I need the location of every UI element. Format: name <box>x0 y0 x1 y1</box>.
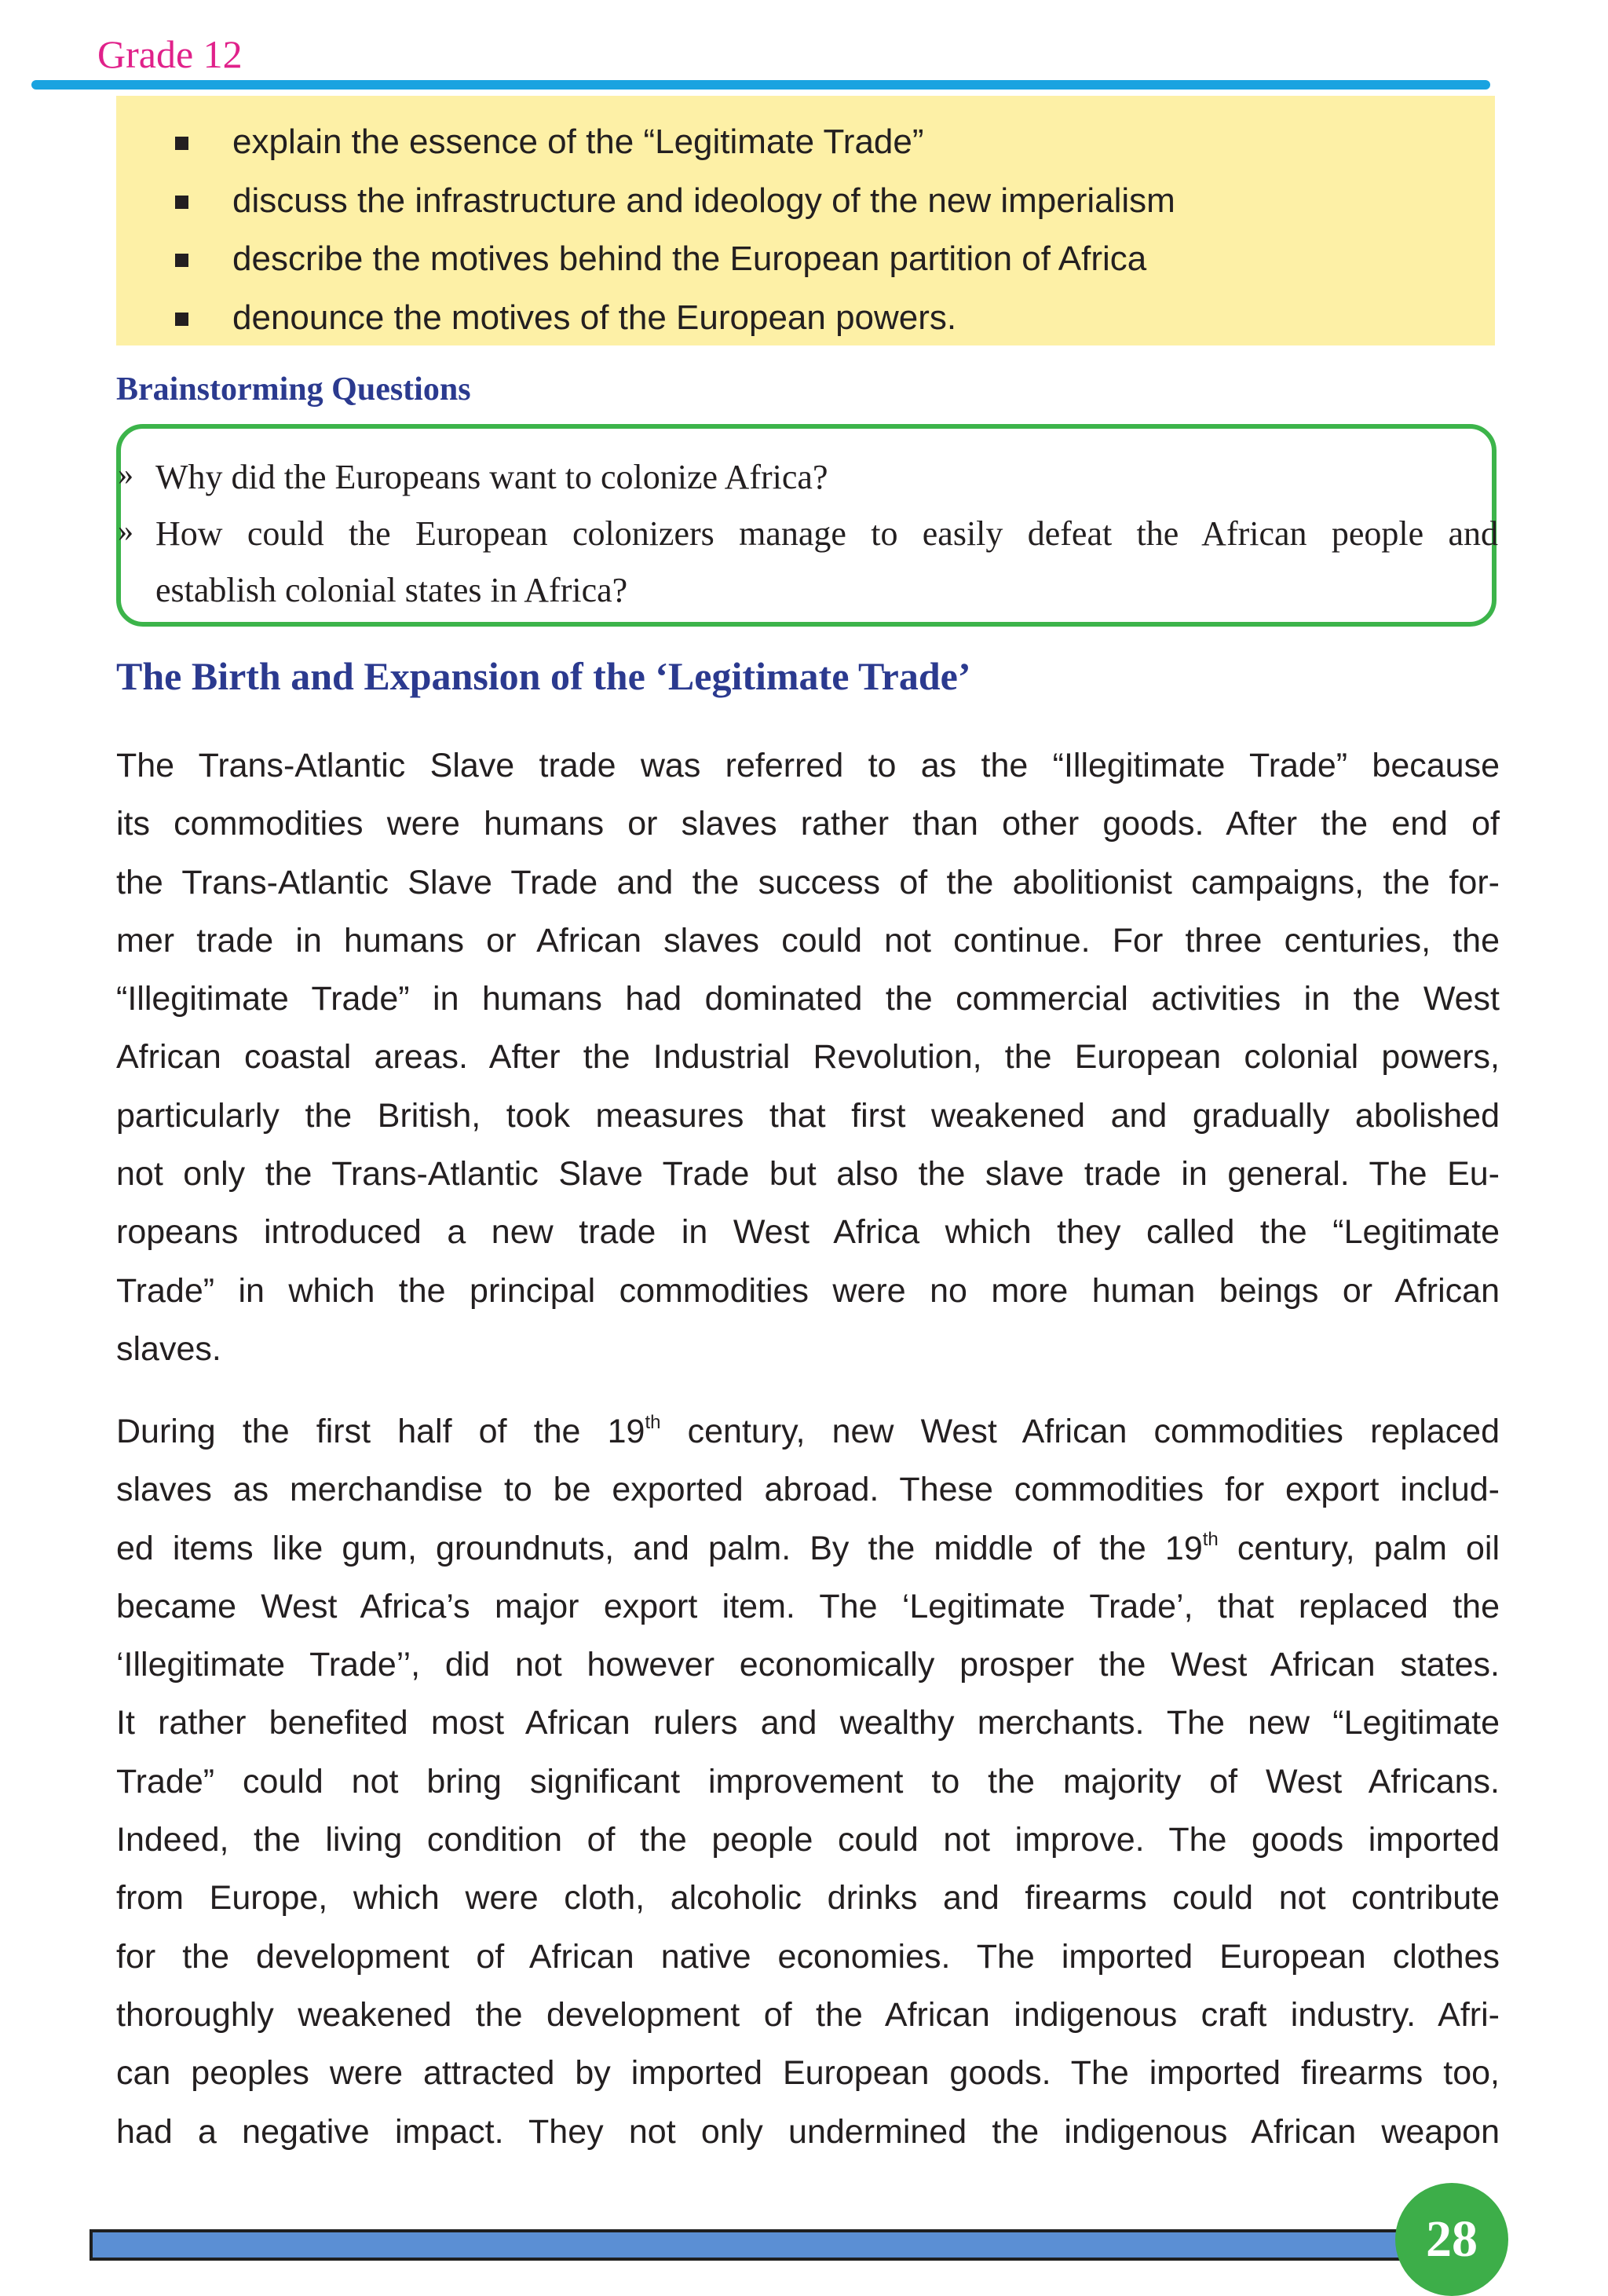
paragraph-line: the Trans-Atlantic Slave Trade and the success of the abolitionist campaigns, the for- <box>116 863 1500 901</box>
paragraph-line: became West Africa’s major export item. The ‘Legitimate Trade’, that replaced the <box>116 1587 1500 1625</box>
text-run: ed items like gum, groundnuts, and palm. By the middle of the 19 <box>116 1529 1203 1567</box>
paragraph-1 <box>116 737 1500 1378</box>
text-run: During the first half of the 19 <box>116 1413 645 1450</box>
paragraph-line: The Trans-Atlantic Slave trade was referred to as the “Illegitimate Trade” because <box>116 747 1500 784</box>
paragraph-line: slaves. <box>116 1329 221 1368</box>
objective-text: describe the motives behind the European partition of Africa <box>232 239 1147 278</box>
paragraph-line <box>116 1402 1500 1461</box>
superscript: th <box>1202 1528 1219 1550</box>
paragraph-line: particularly the British, took measures that first weakened and gradually abolished <box>116 1096 1500 1135</box>
section-title: The Birth and Expansion of the ‘Legitimate Trade’ <box>116 654 971 698</box>
objective-item <box>116 172 1495 231</box>
superscript: th <box>645 1412 661 1433</box>
paragraph-line: slaves as merchandise to be exported abroad. These commodities for export includ- <box>116 1471 1500 1509</box>
paragraph-line: Indeed, the living condition of the people could not improve. The goods imported <box>116 1821 1500 1859</box>
question-marker-icon: » <box>118 513 133 548</box>
paragraph-line: ropeans introduced a new trade in West Africa which they called the “Legitimate <box>116 1213 1500 1252</box>
text-run: century, palm oil <box>1218 1529 1500 1567</box>
question-marker-icon: » <box>118 456 133 492</box>
question-2-line-1: How could the European colonizers manage to easily defeat the African people and <box>155 514 1498 553</box>
text-run: century, new West African commodities replaced <box>660 1413 1500 1450</box>
square-bullet-icon <box>175 137 188 150</box>
paragraph-line: African coastal areas. After the Industrial Revolution, the European colonial powers, <box>116 1038 1500 1077</box>
paragraph-line: Trade” in which the principal commodities were no more human beings or African <box>116 1271 1500 1310</box>
objective-text: explain the essence of the “Legitimate Trade” <box>232 122 924 161</box>
brainstorming-heading: Brainstorming Questions <box>116 371 471 408</box>
page-number: 28 <box>1426 2210 1478 2268</box>
footer-bar <box>90 2229 1416 2261</box>
grade-label: Grade 12 <box>97 32 243 76</box>
paragraph-line: Trade” could not bring significant improvement to the majority of West Africans. <box>116 1762 1500 1801</box>
paragraph-line: mer trade in humans or African slaves could not continue. For three centuries, the <box>116 921 1500 960</box>
paragraph-line: for the development of African native economies. The imported European clothes <box>116 1937 1500 1976</box>
objective-text: denounce the motives of the European powers. <box>232 298 957 337</box>
objective-item <box>116 289 1495 348</box>
objective-item <box>116 230 1495 289</box>
square-bullet-icon <box>175 254 188 267</box>
paragraph-line: can peoples were attracted by imported European goods. The imported firearms too, <box>116 2054 1500 2093</box>
paragraph-line: from Europe, which were cloth, alcoholic drinks and firearms could not contribute <box>116 1879 1500 1918</box>
paragraph-line: “Illegitimate Trade” in humans had dominated the commercial activities in the West <box>116 980 1500 1018</box>
top-rule <box>31 80 1490 90</box>
paragraph-line: ‘Illegitimate Trade’’, did not however economically prosper the West African states. <box>116 1646 1500 1684</box>
square-bullet-icon <box>175 196 188 209</box>
paragraph-line: It rather benefited most African rulers and wealthy merchants. The new “Legitimate <box>116 1704 1500 1742</box>
question-1: Why did the Europeans want to colonize Africa? <box>155 458 828 496</box>
paragraph-line: its commodities were humans or slaves rather than other goods. After the end of <box>116 805 1500 843</box>
paragraph-2 <box>116 1402 1500 2161</box>
objective-item <box>116 113 1495 172</box>
square-bullet-icon <box>175 313 188 326</box>
paragraph-line <box>116 1519 1500 1578</box>
objectives-box <box>116 96 1495 345</box>
paragraph-line: not only the Trans-Atlantic Slave Trade but also the slave trade in general. The Eu- <box>116 1155 1500 1194</box>
question-2-line-2: establish colonial states in Africa? <box>155 571 628 609</box>
objective-text: discuss the infrastructure and ideology of the new imperialism <box>232 181 1175 220</box>
objectives-list <box>116 96 1495 347</box>
paragraph-line: thoroughly weakened the development of the African indigenous craft industry. Afri- <box>116 1995 1500 2034</box>
paragraph-line: had a negative impact. They not only undermined the indigenous African weapon <box>116 2112 1500 2151</box>
